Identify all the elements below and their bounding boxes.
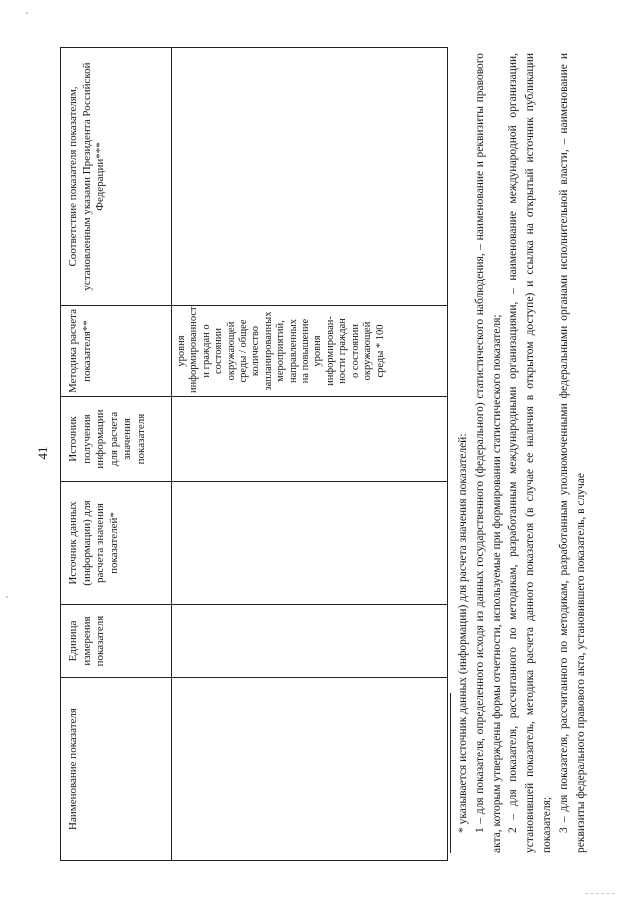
calculation-method-text: уровня информированност и граждан о состоянии окружающей среды / общее количество запланированных мероприятий, направленных на повышение уровня информирован- ности граждан о состоянии окружающей среды * 100 [176, 306, 386, 393]
footnote-separator [450, 693, 451, 853]
scan-artifact-dot [26, 12, 28, 14]
cell-indicator-name [172, 678, 448, 861]
scan-artifact-dot [6, 596, 8, 598]
scan-artifact-dash [585, 893, 615, 894]
cell-information-source [172, 397, 448, 482]
header-presidential-decree-match: Соответствие показателя показателям, установленным указами Президента Российской Федерации*** [61, 48, 172, 306]
page-number: 41 [35, 446, 50, 460]
indicators-table [60, 47, 448, 861]
header-information-source: Источник получения информации для расчета значения показателя [61, 397, 172, 482]
cell-measurement-unit [172, 605, 448, 678]
table-row [172, 48, 448, 861]
footnote-intro: * указывается источник данных (информации) для расчета значения показателей: [457, 433, 469, 833]
header-calculation-method: Методика расчета показателя** [61, 306, 172, 397]
cell-presidential-decree-match [172, 48, 448, 306]
cell-data-source [172, 482, 448, 605]
header-indicator-name: Наименование показателя [61, 678, 172, 861]
footnote-item-1: 1 – для показателя, определенного исходя из данных государственного (федерального) статистического наблюдения, – наименование и реквизиты правового акта, которым утверждены формы отчетности, используемые при формировании статистического показателя; [473, 53, 503, 853]
footnote-item-3: 3 – для показателя, рассчитанного по методикам, разработанным уполномоченными федеральными органами исполнительной власти, – наименование и реквизиты федерального правового акта, установившего показатель, в случае [557, 53, 587, 853]
footnotes [450, 53, 589, 853]
cell-calculation-method [172, 306, 448, 397]
header-measurement-unit: Единица измерения показателя [61, 605, 172, 678]
table-header-row [61, 48, 172, 861]
header-data-source: Источник данных (информации) для расчета значения показателей* [61, 482, 172, 605]
footnote-item-2: 2 – для показателя, рассчитанного по методикам, разработанным международными организациями, – наименование международной организации, установившей показатель, методика расчета данного показателя (в случае ее наличия в открытом доступе) и ссылка на открытый источник публикации показателя; [507, 53, 553, 853]
